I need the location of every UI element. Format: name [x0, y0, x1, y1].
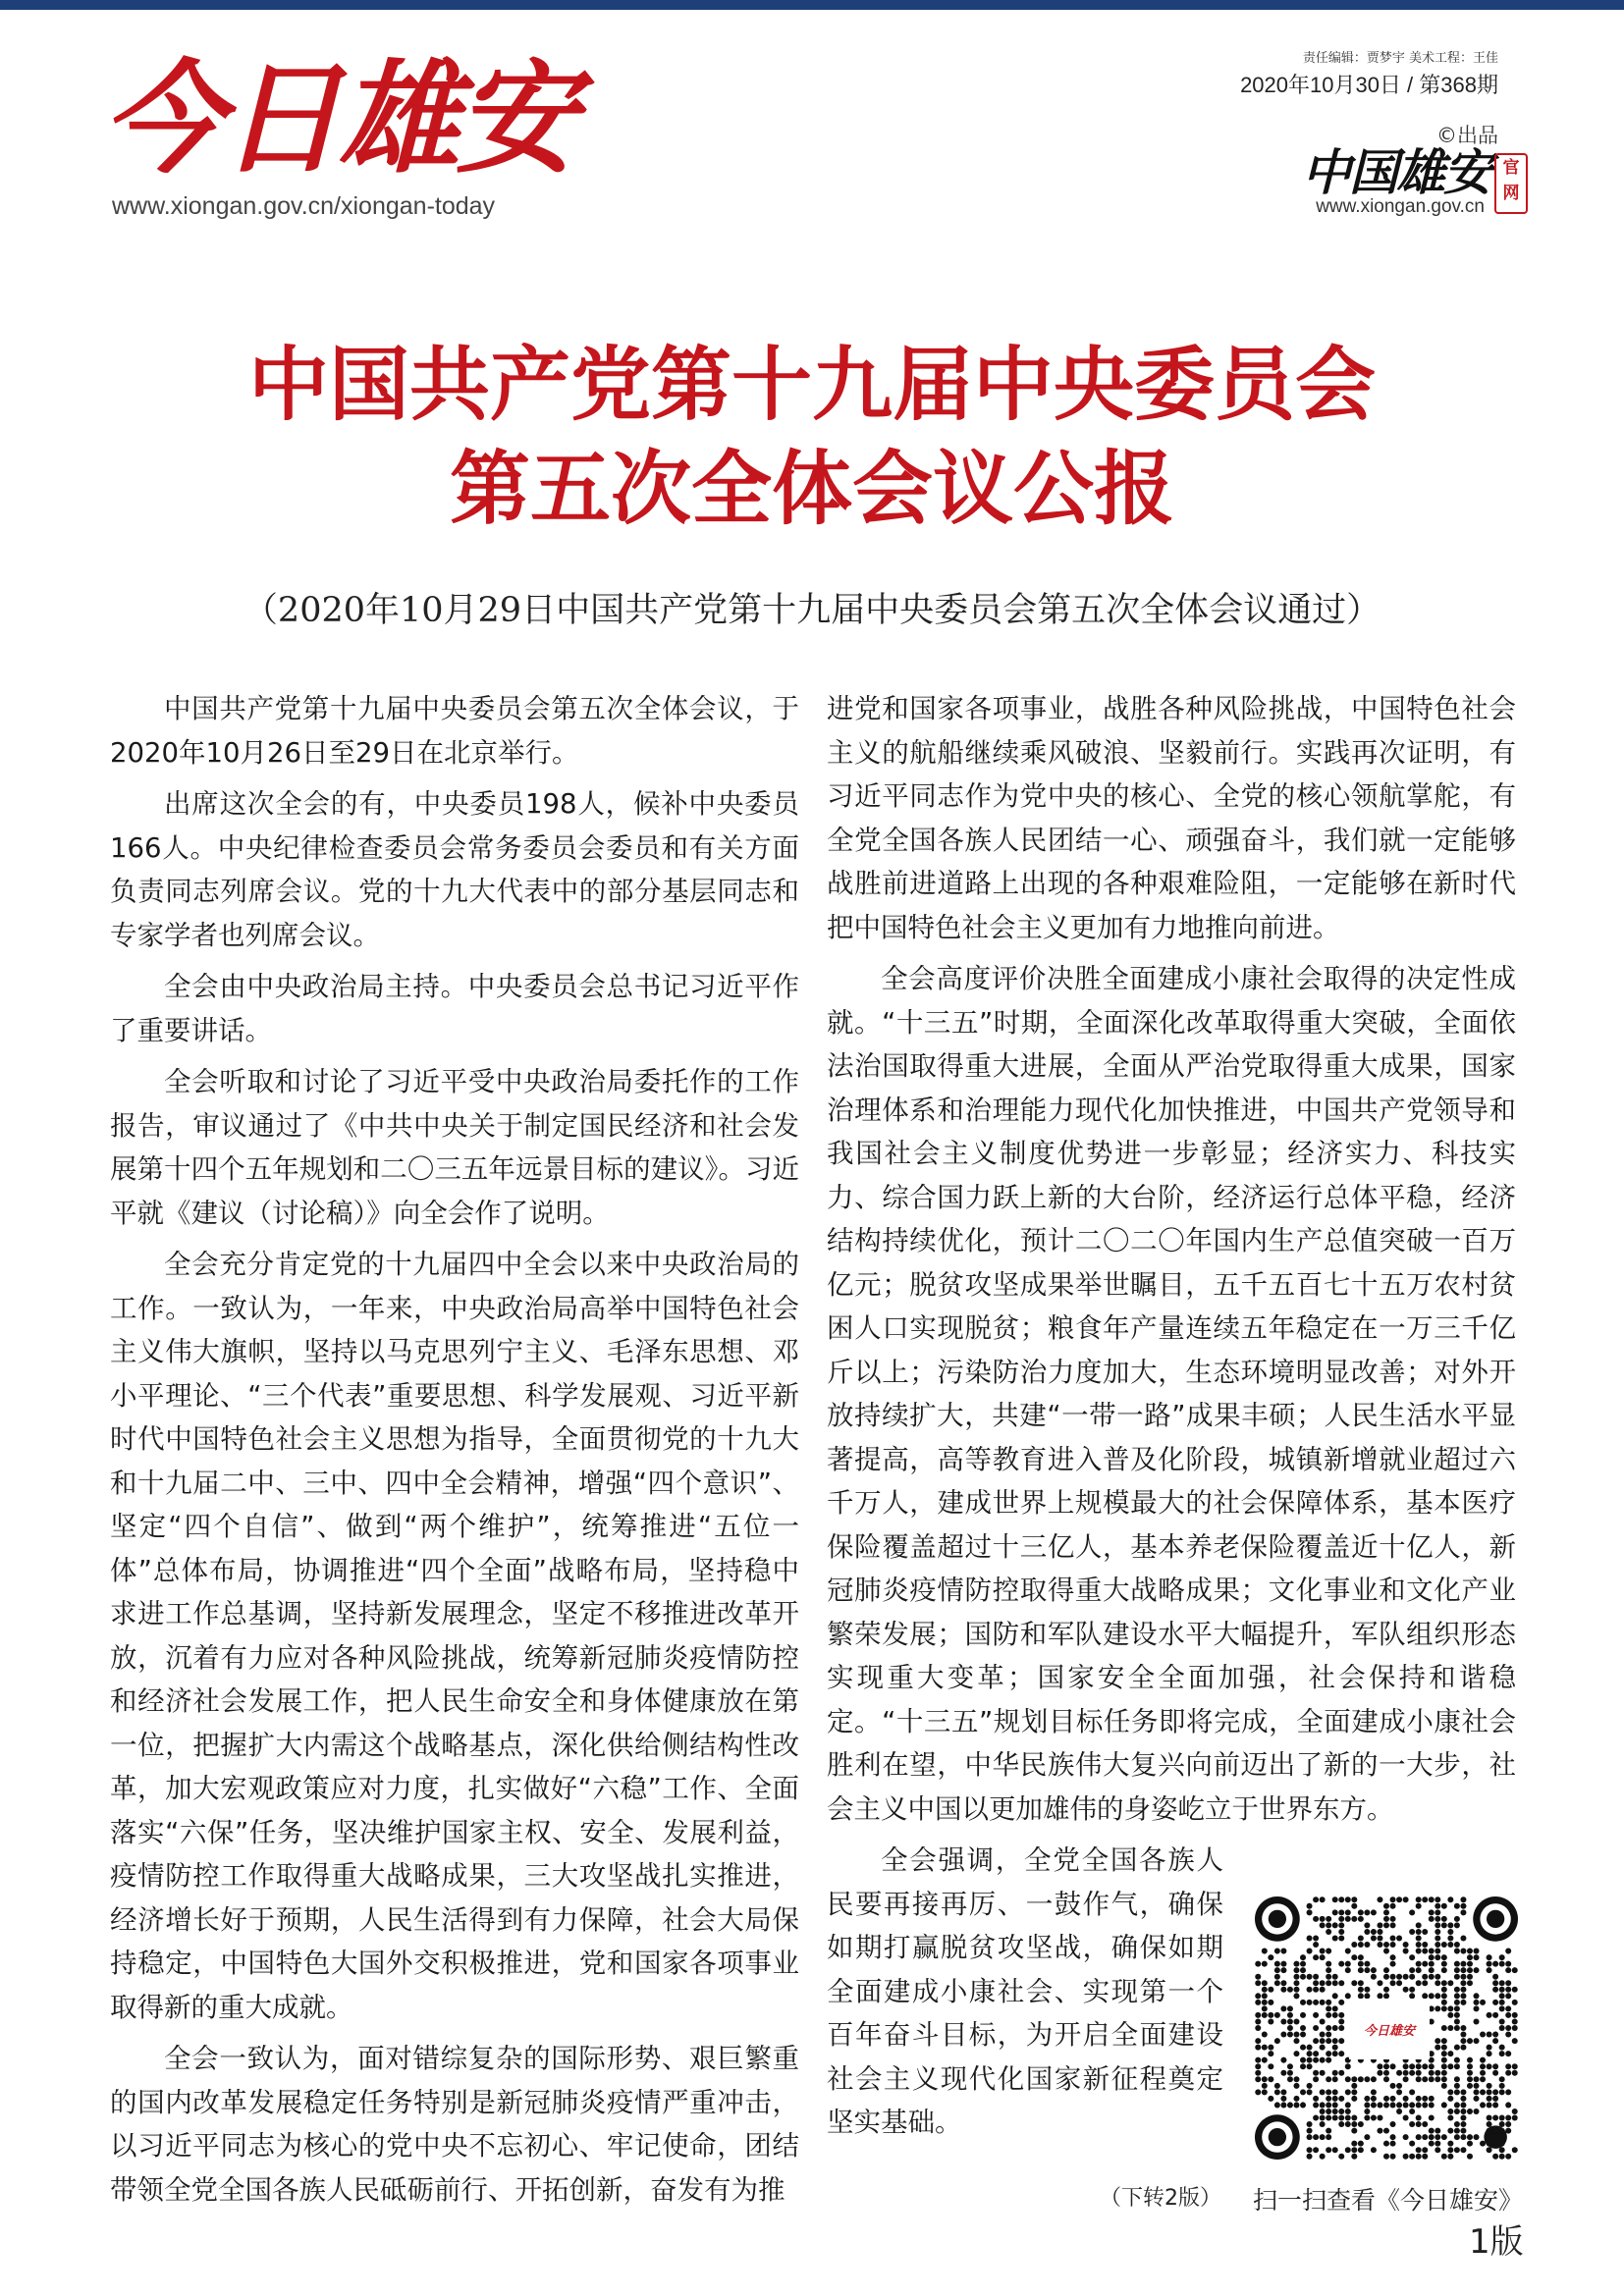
top-color-bar — [0, 0, 1624, 10]
article-column-left — [110, 687, 799, 2206]
paragraph: 全会充分肯定党的十九届四中全会以来中央政治局的工作。一致认为，一年来，中央政治局高举中国特色社会主义伟大旗帜，坚持以马克思列宁主义、毛泽东思想、邓小平理论、“三个代表”重要思想、科学发展观、习近平新时代中国特色社会主义思想为指导，全面贯彻党的十九大和十九届二中、三中、四中全会精神，增强“四个意识”、坚定“四个自信”、做到“两个维护”，统筹推进“五位一体”总体布局，协调推进“四个全面”战略布局，坚持稳中求进工作总基调，坚持新发展理念，坚定不移推进改革开放，沉着有力应对各种风险挑战，统筹新冠肺炎疫情防控和经济社会发展工作，把人民生命安全和身体健康放在第一位，把握扩大内需这个战略基点，深化供给侧结构性改革，加大宏观政策应对力度，扎实做好“六稳”工作、全面落实“六保”任务，坚决维护国家主权、安全、发展利益，疫情防控工作取得重大战略成果，三大攻坚战扎实推进，经济增长好于预期，人民生活得到有力保障，社会大局保持稳定，中国特色大国外交积极推进，党和国家各项事业取得新的重大成就。 — [110, 1249, 799, 2023]
qr-caption: 扫一扫查看《今日雄安》 — [1253, 2186, 1524, 2215]
publisher-url[interactable]: www.xiongan.gov.cn — [1316, 196, 1485, 217]
paragraph-continuation: 进党和国家各项事业，战胜各种风险挑战，中国特色社会主义的航船继续乘风破浪、坚毅前行。实践再次证明，有习近平同志作为党中央的核心、全党的核心领航掌舵，有全党全国各族人民团结一心、顽强奋斗，我们就一定能够战胜前进道路上出现的各种艰难险阻，一定能够在新时代把中国特色社会主义更加有力地推向前进。 — [827, 693, 1516, 943]
paragraph: 出席这次全会的有，中央委员198人，候补中央委员166人。中央纪律检查委员会常务委员会委员和有关方面负责同志列席会议。党的十九大代表中的部分基层同志和专家学者也列席会议。 — [110, 788, 799, 951]
official-seal: 官网 — [1494, 153, 1528, 214]
paragraph: 中国共产党第十九届中央委员会第五次全体会议，于2020年10月26日至29日在北京举行。 — [110, 693, 799, 769]
paragraph: 全会一致认为，面对错综复杂的国际形势、艰巨繁重的国内改革发展稳定任务特别是新冠肺炎疫情严重冲击，以习近平同志为核心的党中央不忘初心、牢记使命，团结带领全党全国各族人民砥砺前行、开拓创新，奋发有为推 — [110, 2043, 799, 2206]
qr-center-logo: 今日雄安 — [1349, 1999, 1430, 2059]
headline-line-2: 第五次全体会议公报 — [449, 442, 1174, 536]
subtitle: （2020年10月29日中国共产党第十九届中央委员会第五次全体会议通过） — [243, 591, 1381, 630]
issue-date: 2020年10月30日 / 第368期 — [1240, 73, 1498, 97]
paragraph: 全会高度评价决胜全面建成小康社会取得的决定性成就。“十三五”时期，全面深化改革取得重大突破，全面依法治国取得重大进展，全面从严治党取得重大成果，国家治理体系和治理能力现代化加快推进，中国共产党领导和我国社会主义制度优势进一步彰显；经济实力、科技实力、综合国力跃上新的大台阶，经济运行总体平稳，经济结构持续优化，预计二〇二〇年国内生产总值突破一百万亿元；脱贫攻坚成果举世瞩目，五千五百七十五万农村贫困人口实现脱贫；粮食年产量连续五年稳定在一万三千亿斤以上；污染防治力度加大，生态环境明显改善；对外开放持续扩大，共建“一带一路”成果丰硕；人民生活水平显著提高，高等教育进入普及化阶段，城镇新增就业超过六千万人，建成世界上规模最大的社会保障体系，基本医疗保险覆盖超过十三亿人，基本养老保险覆盖近十亿人，新冠肺炎疫情防控取得重大战略成果；文化事业和文化产业繁荣发展；国防和军队建设水平大幅提升，军队组织形态实现重大变革；国家安全全面加强，社会保持和谐稳定。“十三五”规划目标任务即将完成，全面建成小康社会胜利在望，中华民族伟大复兴向前迈出了新的一大步，社会主义中国以更加雄伟的身姿屹立于世界东方。 — [827, 963, 1516, 1825]
publisher-credit: ©出品 — [1436, 124, 1498, 147]
paragraph: 全会强调，全党全国各族人民要再接再厉、一鼓作气，确保如期打赢脱贫攻坚战，确保如期全面建成小康社会、实现第一个百年奋斗目标，为开启全面建设社会主义现代化国家新征程奠定坚实基础。 — [827, 1844, 1223, 2138]
editor-credits: 责任编辑：贾梦宇 美术工程：王佳 — [1302, 51, 1498, 66]
paragraph: 全会听取和讨论了习近平受中央政治局委托作的工作报告，审议通过了《中共中央关于制定国民经济和社会发展第十四个五年规划和二〇三五年远景目标的建议》。习近平就《建议（讨论稿）》向全会作了说明。 — [110, 1066, 799, 1229]
headline-line-1: 中国共产党第十九届中央委员会 — [247, 338, 1376, 432]
continued-note: （下转2版） — [1100, 2186, 1221, 2211]
publisher-logo: 中国雄安 — [1302, 143, 1490, 201]
paragraph: 全会由中央政治局主持。中央委员会总书记习近平作了重要讲话。 — [110, 971, 799, 1046]
masthead-url[interactable]: www.xiongan.gov.cn/xiongan-today — [112, 192, 496, 220]
page-number: 1版 — [1469, 2222, 1524, 2262]
masthead-logo: 今日雄安 — [102, 48, 574, 190]
